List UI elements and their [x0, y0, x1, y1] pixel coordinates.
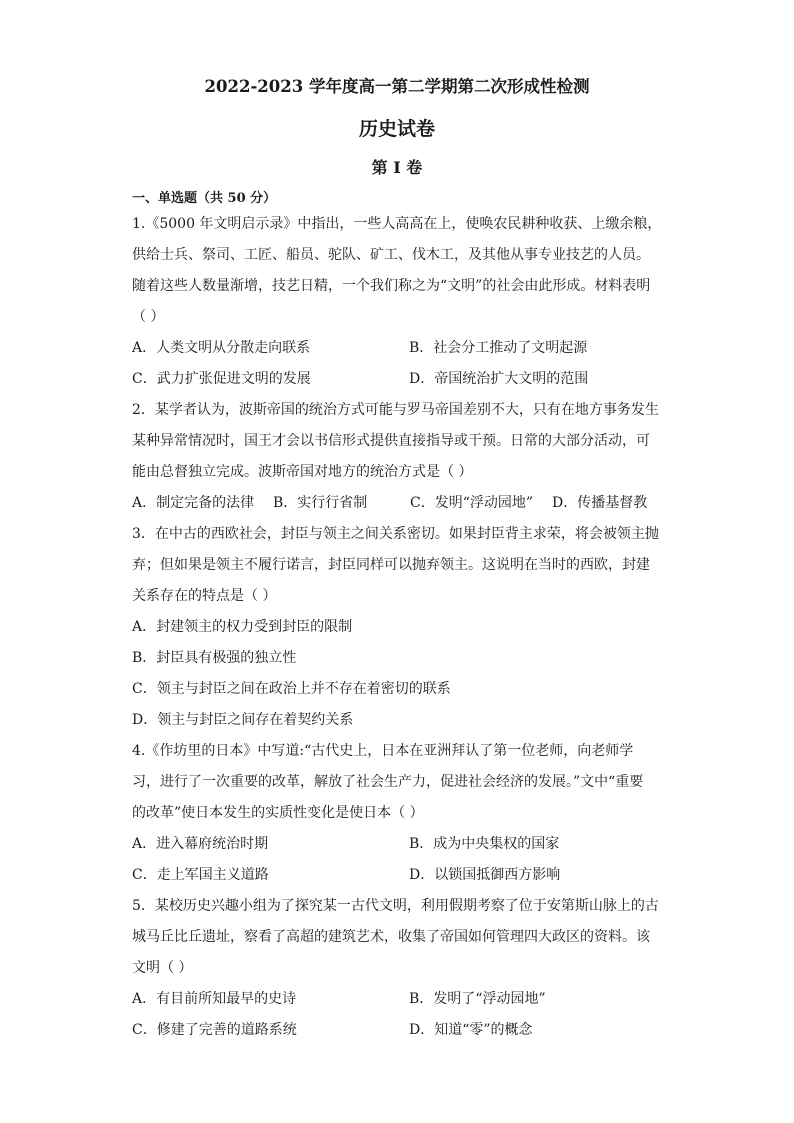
exam-title: 2022-2023 学年度高一第二学期第二次形成性检测	[204, 77, 590, 96]
question-text-line: 城马丘比丘遗址，察看了高超的建筑艺术，收集了帝国如何管理四大政区的资料。该	[132, 929, 650, 945]
question-text-line: 关系存在的特点是（ ）	[132, 588, 277, 604]
option-a: A．人类文明从分散走向联系	[132, 340, 311, 356]
option-b: B．社会分工推动了文明起源	[409, 340, 588, 356]
option-d: D．以锁国抵御西方影响	[409, 867, 561, 883]
option-b: B．发明了“浮动园地”	[409, 991, 546, 1007]
question-text-line: （ ）	[132, 309, 165, 325]
option-d: D．传播基督教	[552, 495, 648, 511]
option-b: B．封臣具有极强的独立性	[132, 650, 297, 666]
question-text-line: 习，进行了一次重要的改革，解放了社会生产力，促进社会经济的发展。”文中“重要	[132, 774, 644, 790]
option-d: D．知道“零”的概念	[409, 1022, 533, 1038]
question-text-line: 随着这些人数量渐增，技艺日精，一个我们称之为“文明”的社会由此形成。材料表明	[132, 278, 651, 294]
option-d: D．领主与封臣之间存在着契约关系	[132, 712, 354, 728]
option-a: A．制定完备的法律	[132, 495, 255, 511]
option-c: C．武力扩张促进文明的发展	[132, 371, 311, 387]
question-text-line: 的改革”使日本发生的实质性变化是使日本（ ）	[132, 805, 424, 821]
question-text-line: 弃；但如果是领主不履行诺言，封臣同样可以抛弃领主。这说明在当时的西欧，封建	[132, 557, 650, 573]
question-text-line: 3．在中古的西欧社会，封臣与领主之间关系密切。如果封臣背主求荣，将会被领主抛	[132, 526, 659, 542]
option-c: C．走上军国主义道路	[132, 867, 269, 883]
question-text-line: 能由总督独立完成。波斯帝国对地方的统治方式是（ ）	[132, 464, 473, 480]
option-a: A．有目前所知最早的史诗	[132, 991, 297, 1007]
question-text-line: 5．某校历史兴趣小组为了探究某一古代文明，利用假期考察了位于安第斯山脉上的古	[132, 898, 659, 914]
option-b: B．实行行省制	[273, 495, 368, 511]
question-text-line: 1.《5000 年文明启示录》中指出，一些人高高在上，使唤农民耕种收获、上缴余粮，	[132, 216, 662, 232]
option-d: D．帝国统治扩大文明的范围	[409, 371, 589, 387]
option-a: A．封建领主的权力受到封臣的限制	[132, 619, 353, 635]
question-text-line: 2．某学者认为，波斯帝国的统治方式可能与罗马帝国差别不大，只有在地方事务发生	[132, 402, 659, 418]
option-a: A．进入幕府统治时期	[132, 836, 269, 852]
question-text-line: 某种异常情况时，国王才会以书信形式提供直接指导或干预。日常的大部分活动，可	[132, 433, 650, 449]
option-c: C．发明“浮动园地”	[410, 495, 534, 511]
exam-subject: 历史试卷	[358, 118, 435, 140]
exam-volume: 第 I 卷	[371, 158, 423, 177]
option-c: C．领主与封臣之间在政治上并不存在着密切的联系	[132, 681, 451, 697]
question-text-line: 文明（ ）	[132, 960, 193, 976]
question-text-line: 4.《作坊里的日本》中写道:“古代史上，日本在亚洲拜认了第一位老师，向老师学	[132, 743, 634, 759]
option-c: C．修建了完善的道路系统	[132, 1022, 297, 1038]
question-text-line: 供给士兵、祭司、工匠、船员、驼队、矿工、伐木工，及其他从事专业技艺的人员。	[132, 247, 650, 263]
option-b: B．成为中央集权的国家	[409, 836, 560, 852]
section-heading: 一、单选题（共 50 分）	[132, 191, 277, 206]
